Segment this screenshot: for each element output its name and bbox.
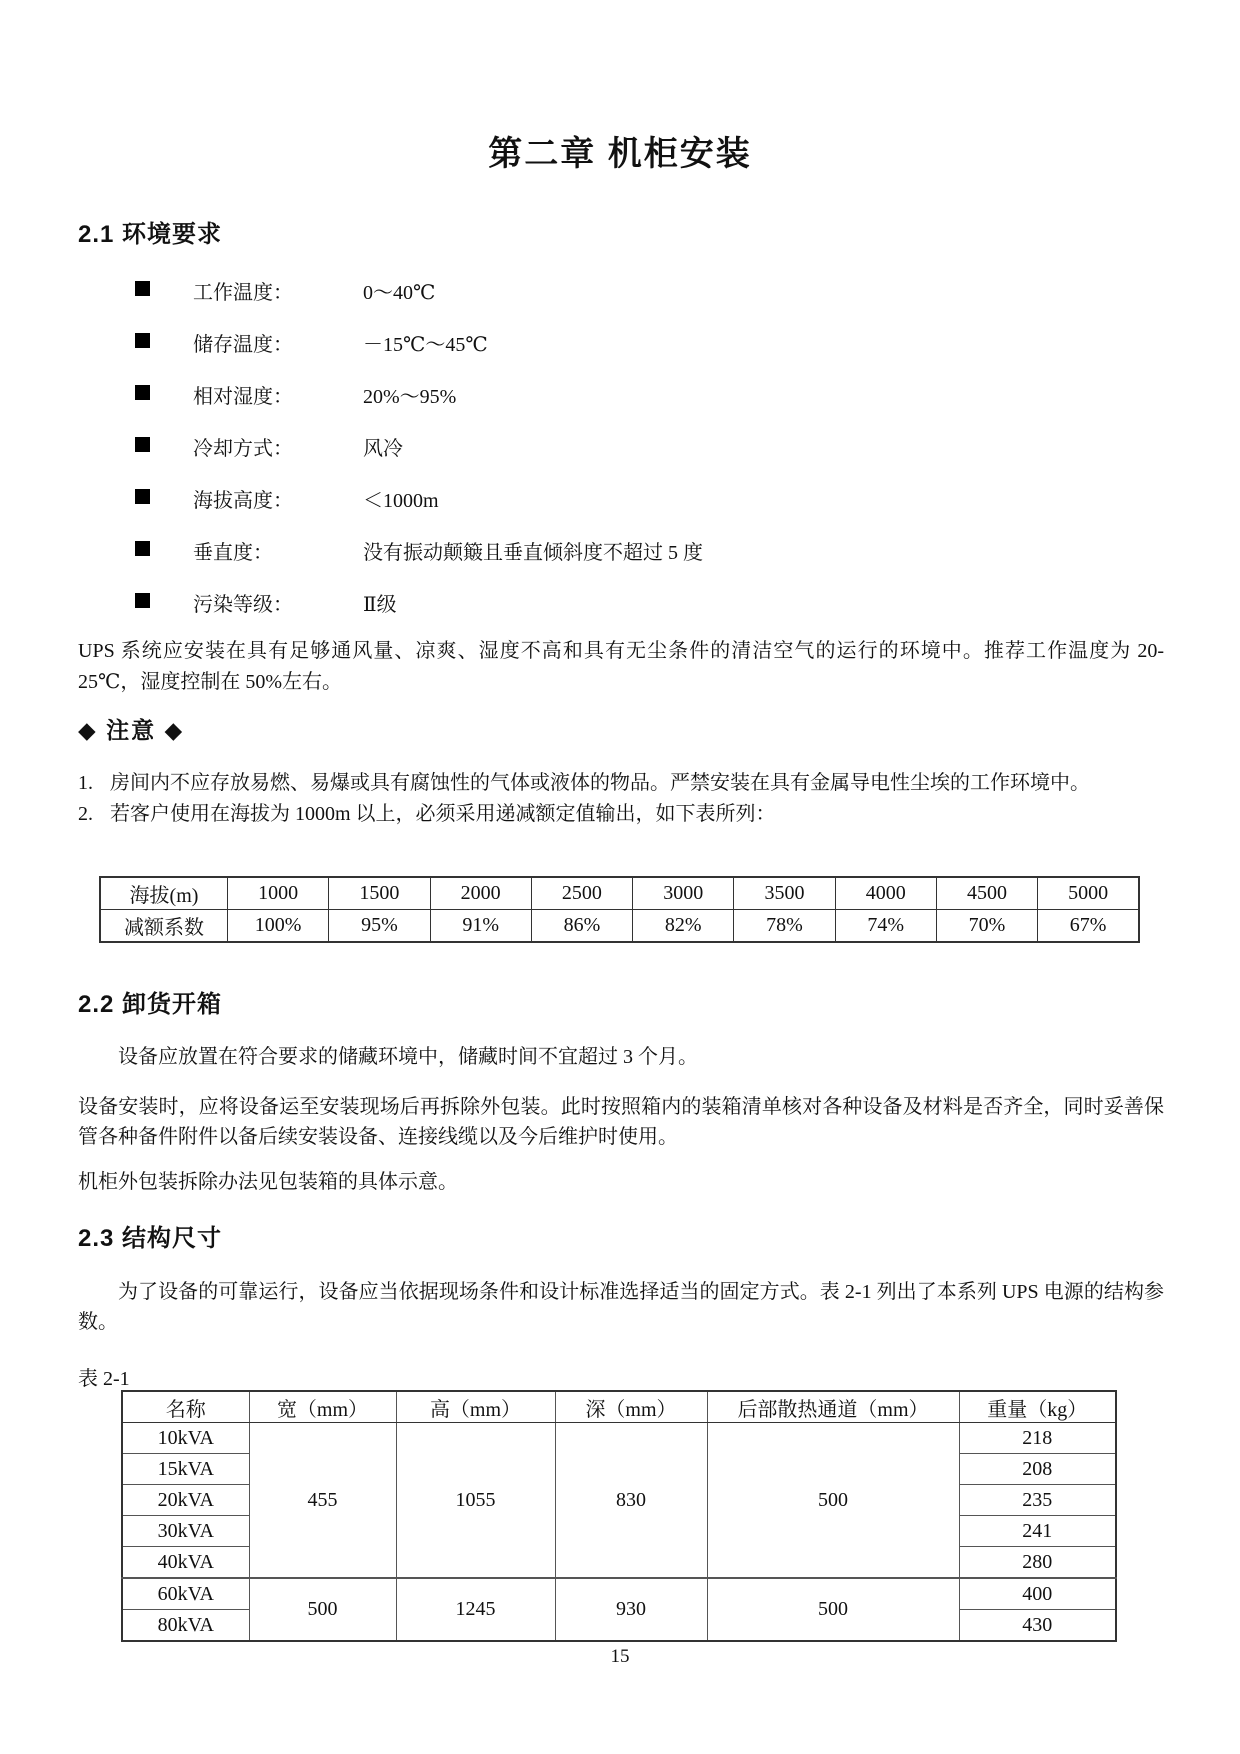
table-cell: 减额系数 [100,910,228,943]
weight-cell: 241 [959,1516,1116,1547]
width-cell: 455 [249,1423,396,1579]
spec-value: 0～40℃ [363,282,436,304]
height-cell: 1055 [396,1423,555,1579]
spec-row-operating-temp [78,276,1162,328]
model-cell: 15kVA [122,1454,249,1485]
column-header: 名称 [122,1391,249,1423]
notice-item-number: 1. [78,772,93,794]
notice-item-text: 若客户使用在海拔为 1000m 以上，必须采用递减额定值输出，如下表所列： [110,803,776,825]
table-cell: 3000 [633,877,734,910]
spec-row-verticality [78,536,1162,588]
spec-row-cooling [78,432,1162,484]
table-2-1-label: 表 2-1 [78,1368,130,1390]
remove-packing-paragraph: 机柜外包装拆除办法见包装箱的具体示意。 [78,1171,458,1193]
spec-label: 污染等级： [193,594,293,616]
notice-item [78,769,1164,798]
spec-label: 工作温度： [193,282,293,304]
table-header-row [122,1391,1116,1423]
table-cell: 2000 [430,877,531,910]
column-header: 深（mm） [555,1391,707,1423]
column-header: 宽（mm） [249,1391,396,1423]
spec-value: 20%～95% [363,386,457,408]
height-cell: 1245 [396,1578,555,1641]
table-row-factor [100,910,1139,943]
bullet-square-icon [135,333,150,348]
table-cell: 82% [633,910,734,943]
depth-cell: 830 [555,1423,707,1579]
bullet-square-icon [135,541,150,556]
channel-cell: 500 [707,1578,959,1641]
bullet-square-icon [135,437,150,452]
spec-row-humidity [78,380,1162,432]
chapter-title: 第二章 机柜安装 [488,135,752,173]
spec-row-pollution [78,588,1162,640]
bullet-square-icon [135,593,150,608]
bullet-square-icon [135,489,150,504]
table-cell: 3500 [734,877,835,910]
ups-environment-paragraph: UPS 系统应安装在具有足够通风量、凉爽、湿度不高和具有无尘条件的清洁空气的运行的环境中。推荐工作温度为 20-25℃，湿度控制在 50%左右。 [78,640,1164,693]
altitude-derating-table [99,876,1140,943]
environment-spec-list [78,276,1162,640]
table-cell: 95% [329,910,430,943]
table-cell: 海拔(m) [100,877,228,910]
table-cell: 70% [936,910,1037,943]
table-cell: 4500 [936,877,1037,910]
notice-item-number: 2. [78,803,93,825]
weight-cell: 280 [959,1547,1116,1579]
page-number: 15 [610,1646,630,1667]
spec-label: 垂直度： [193,542,273,564]
table-cell: 67% [1038,910,1139,943]
weight-cell: 218 [959,1423,1116,1454]
width-cell: 500 [249,1578,396,1641]
bullet-square-icon [135,281,150,296]
table-cell: 4000 [835,877,936,910]
notice-heading: ◆ 注意 ◆ [78,717,185,743]
model-cell: 30kVA [122,1516,249,1547]
weight-cell: 400 [959,1578,1116,1610]
column-header: 高（mm） [396,1391,555,1423]
spec-label: 储存温度： [193,334,293,356]
spec-row-storage-temp [78,328,1162,380]
table-row-10kva [122,1423,1116,1454]
model-cell: 80kVA [122,1610,249,1642]
spec-value: Ⅱ级 [363,594,397,616]
table-cell: 78% [734,910,835,943]
structure-paragraph: 为了设备的可靠运行，设备应当依据现场条件和设计标准选择适当的固定方式。表 2-1 列出了本系列 UPS 电源的结构参数。 [78,1281,1164,1333]
spec-label: 海拔高度： [193,490,293,512]
section-2-3-heading: 2.3 结构尺寸 [78,1225,223,1252]
notice-item-text: 房间内不应存放易燃、易爆或具有腐蚀性的气体或液体的物品。严禁安装在具有金属导电性尘埃的工作环境中。 [110,772,1090,794]
spec-value: －15℃～45℃ [363,334,488,356]
notice-item [78,800,1164,829]
table-cell: 91% [430,910,531,943]
table-row-altitude [100,877,1139,910]
weight-cell: 235 [959,1485,1116,1516]
unpack-paragraph: 设备安装时，应将设备运至安装现场后再拆除外包装。此时按照箱内的装箱清单核对各种设备及材料是否齐全，同时妥善保管各种备件附件以备后续安装设备、连接线缆以及今后维护时使用。 [78,1096,1164,1148]
spec-row-altitude [78,484,1162,536]
table-cell: 1000 [228,877,329,910]
model-cell: 20kVA [122,1485,249,1516]
section-2-1-heading: 2.1 环境要求 [78,221,223,248]
model-cell: 10kVA [122,1423,249,1454]
table-cell: 1500 [329,877,430,910]
spec-label: 冷却方式： [193,438,293,460]
section-2-2-heading: 2.2 卸货开箱 [78,991,223,1018]
table-cell: 5000 [1038,877,1139,910]
spec-label: 相对湿度： [193,386,293,408]
bullet-square-icon [135,385,150,400]
storage-paragraph: 设备应放置在符合要求的储藏环境中，储藏时间不宜超过 3 个月。 [118,1046,698,1068]
depth-cell: 930 [555,1578,707,1641]
weight-cell: 430 [959,1610,1116,1642]
spec-value: 风冷 [363,438,403,460]
weight-cell: 208 [959,1454,1116,1485]
table-cell: 2500 [531,877,632,910]
table-cell: 100% [228,910,329,943]
model-cell: 40kVA [122,1547,249,1579]
column-header: 重量（kg） [959,1391,1116,1423]
table-cell: 86% [531,910,632,943]
spec-value: 没有振动颠簸且垂直倾斜度不超过 5 度 [363,542,703,564]
table-row-60kva [122,1578,1116,1610]
model-cell: 60kVA [122,1578,249,1610]
structure-dimensions-table [121,1390,1117,1642]
notice-list [78,769,1164,829]
column-header: 后部散热通道（mm） [707,1391,959,1423]
channel-cell: 500 [707,1423,959,1579]
spec-value: ＜1000m [363,490,439,512]
table-cell: 74% [835,910,936,943]
